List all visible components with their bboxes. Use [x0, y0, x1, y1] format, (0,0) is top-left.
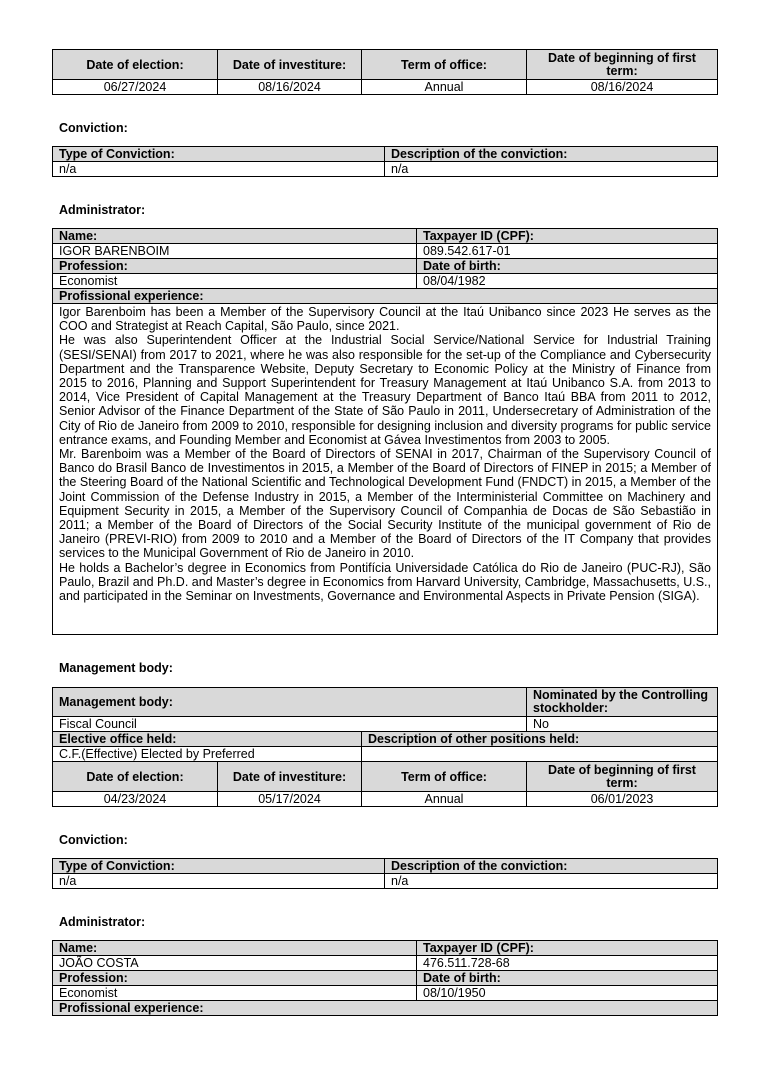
- conviction-description-header: Description of the conviction:: [385, 147, 718, 162]
- experience-text: [53, 304, 718, 635]
- experience-paragraph: Mr. Barenboim was a Member of the Board of Directors of SENAI in 2017, Chairman of the Supervisory Council of Banco do Brasil Banco de Investimentos in 2015, a Member of the Board of Directors of FINEP in 2015; a Member of the Steering Board of the National Scientific and Technological Development Fund (FNDCT) in 2015, a Member of the Joint Commission of the Defense Industry in 2015, a Member of the Interministerial Committee on Machinery and Equipment Security in 2015, a Member of the Supervisory Council of Companhia de Docas de São Sebastião in 2011; a Member of the Board of Directors of the Social Security Institute of the municipal government of Rio de Janeiro (PREVI-RIO) from 2009 to 2010 and a Member of the Board of Directors of the IT Company that provides services to the Municipal Government of Rio de Janeiro in 2010.: [59, 447, 711, 561]
- first-term-header: Date of beginning of first term:: [527, 762, 718, 792]
- name-header: Name:: [53, 229, 417, 244]
- other-positions-header: Description of other positions held:: [362, 732, 718, 747]
- management-body-header: Management body:: [53, 688, 527, 717]
- cpf-header: Taxpayer ID (CPF):: [417, 941, 718, 956]
- management-body-value: Fiscal Council: [53, 717, 527, 732]
- date-of-investiture-header: Date of investiture:: [218, 50, 362, 80]
- date-of-birth-value: 08/04/1982: [417, 274, 718, 289]
- experience-header: Profissional experience:: [53, 1001, 718, 1016]
- conviction-description-value: n/a: [385, 874, 718, 889]
- nominated-value: No: [527, 717, 718, 732]
- elective-office-value: C.F.(Effective) Elected by Preferred: [53, 747, 362, 762]
- cpf-value: 089.542.617-01: [417, 244, 718, 259]
- cpf-value: 476.511.728-68: [417, 956, 718, 971]
- date-of-birth-header: Date of birth:: [417, 971, 718, 986]
- type-of-conviction-header: Type of Conviction:: [53, 859, 385, 874]
- name-header: Name:: [53, 941, 417, 956]
- conviction-description-value: n/a: [385, 162, 718, 177]
- profession-value: Economist: [53, 274, 417, 289]
- elective-office-header: Elective office held:: [53, 732, 362, 747]
- other-positions-value: [362, 747, 718, 762]
- profession-value: Economist: [53, 986, 417, 1001]
- first-term-header: Date of beginning of first term:: [527, 50, 718, 80]
- date-of-election-header: Date of election:: [53, 762, 218, 792]
- conviction-title: Conviction:: [59, 833, 128, 847]
- experience-header: Profissional experience:: [53, 289, 718, 304]
- term-dates-table-1: [52, 49, 718, 95]
- term-of-office-header: Term of office:: [362, 50, 527, 80]
- date-of-election-value: 06/27/2024: [53, 80, 218, 95]
- management-body-title: Management body:: [59, 661, 173, 675]
- nominated-header: Nominated by the Controlling stockholder:: [527, 688, 718, 717]
- date-of-investiture-header: Date of investiture:: [218, 762, 362, 792]
- conviction-description-header: Description of the conviction:: [385, 859, 718, 874]
- type-of-conviction-value: n/a: [53, 874, 385, 889]
- conviction-table-2: [52, 858, 718, 889]
- management-body-table: [52, 687, 718, 807]
- type-of-conviction-header: Type of Conviction:: [53, 147, 385, 162]
- term-of-office-header: Term of office:: [362, 762, 527, 792]
- name-value: JOÃO COSTA: [53, 956, 417, 971]
- conviction-table-1: [52, 146, 718, 177]
- experience-paragraph: Igor Barenboim has been a Member of the Supervisory Council at the Itaú Unibanco since 2023 He serves as the COO and Strategist at Reach Capital, São Paulo, since 2021.: [59, 305, 711, 334]
- term-of-office-value: Annual: [362, 80, 527, 95]
- administrator-title: Administrator:: [59, 203, 146, 217]
- experience-paragraph: He holds a Bachelor’s degree in Economics from Pontifícia Universidade Católica do Rio de Janeiro (PUC-RJ), São Paulo, Brazil and Ph.D. and Master’s degree in Economics from Harvard University, Cambridge, Massachusetts, U.S., and participated in the Seminar on Investments, Governance and Environmental Aspects in Private Pension (SIGA).: [59, 560, 711, 604]
- profession-header: Profession:: [53, 259, 417, 274]
- cpf-header: Taxpayer ID (CPF):: [417, 229, 718, 244]
- date-of-election-value: 04/23/2024: [53, 792, 218, 807]
- term-of-office-value: Annual: [362, 792, 527, 807]
- date-of-election-header: Date of election:: [53, 50, 218, 80]
- conviction-title: Conviction:: [59, 121, 128, 135]
- date-of-investiture-value: 08/16/2024: [218, 80, 362, 95]
- date-of-birth-header: Date of birth:: [417, 259, 718, 274]
- administrator-table-1: [52, 228, 718, 635]
- administrator-table-2: [52, 940, 718, 1016]
- type-of-conviction-value: n/a: [53, 162, 385, 177]
- date-of-birth-value: 08/10/1950: [417, 986, 718, 1001]
- experience-paragraph: He was also Superintendent Officer at the Industrial Social Service/National Service for Industrial Training (SESI/SENAI) from 2017 to 2021, where he was also responsible for the set-up of the Compliance and Cybersecurity Department and the Transparence Website, Deputy Secretary to Economic Policy at the Ministry of Finance from 2015 to 2016, Planning and Support Superintendent for Treasury Management at Itaú Unibanco S.A. from 2013 to 2014, Vice President of Capital Management at the Treasury Department of Banco Itaú BBA from 2011 to 2012, Senior Advisor of the Finance Department of the State of São Paulo in 2011, Undersecretary of Administration of the City of Rio de Janeiro from 2009 to 2010, responsible for designing inclusion and diversity programs for public service entrance exams, and Founding Member and Economist at Gávea Investimentos from 2003 to 2005.: [59, 333, 711, 447]
- name-value: IGOR BARENBOIM: [53, 244, 417, 259]
- date-of-investiture-value: 05/17/2024: [218, 792, 362, 807]
- first-term-value: 06/01/2023: [527, 792, 718, 807]
- first-term-value: 08/16/2024: [527, 80, 718, 95]
- administrator-title: Administrator:: [59, 915, 146, 929]
- profession-header: Profession:: [53, 971, 417, 986]
